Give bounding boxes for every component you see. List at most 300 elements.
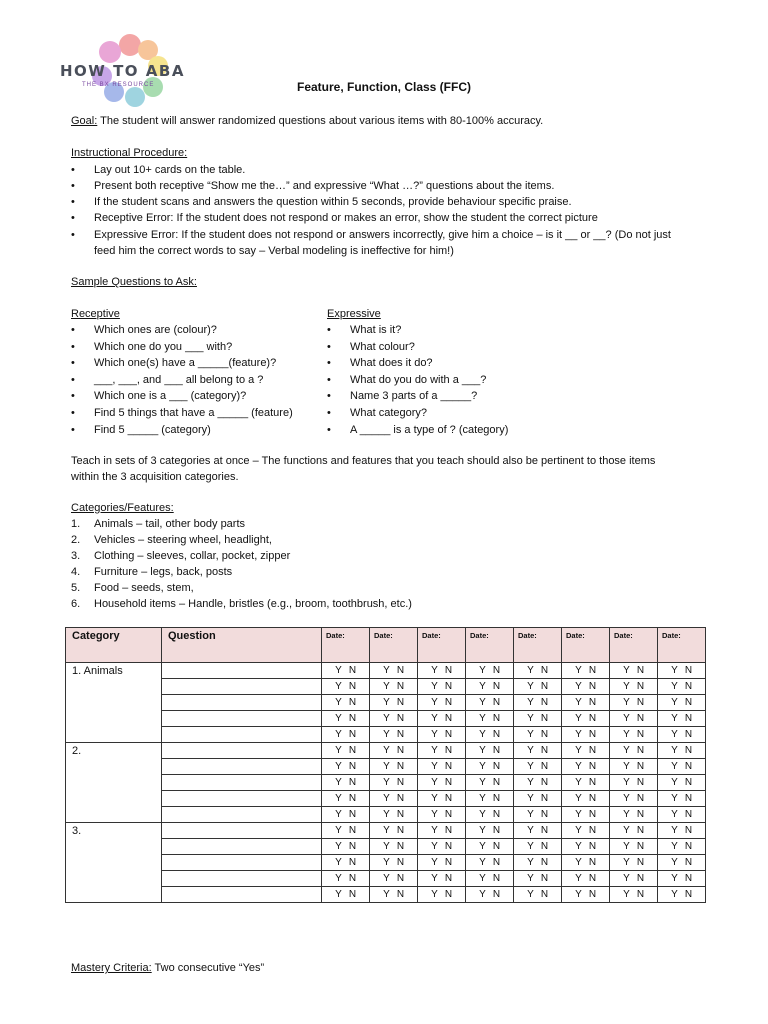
yes-option[interactable]: Y	[335, 729, 342, 740]
yes-option[interactable]: Y	[623, 777, 630, 788]
yes-option[interactable]: Y	[335, 825, 342, 836]
yes-option[interactable]: Y	[383, 857, 390, 868]
yes-no-cell[interactable]	[466, 775, 514, 791]
no-option[interactable]: N	[540, 809, 549, 820]
yes-option[interactable]: Y	[671, 889, 678, 900]
no-option[interactable]: N	[684, 713, 693, 724]
yes-no-cell[interactable]	[370, 663, 418, 679]
yes-option[interactable]: Y	[623, 825, 630, 836]
yes-no-cell[interactable]	[610, 823, 658, 839]
yes-no-cell[interactable]	[418, 695, 466, 711]
column-header-date[interactable]: Date:	[610, 628, 658, 663]
yes-option[interactable]: Y	[431, 809, 438, 820]
yes-no-cell[interactable]	[466, 839, 514, 855]
yes-no-cell[interactable]	[418, 775, 466, 791]
column-header-date[interactable]: Date:	[514, 628, 562, 663]
yes-no-cell[interactable]	[514, 695, 562, 711]
yes-option[interactable]: Y	[575, 697, 582, 708]
yes-no-cell[interactable]	[514, 759, 562, 775]
yes-no-cell[interactable]	[562, 871, 610, 887]
no-option[interactable]: N	[492, 697, 501, 708]
no-option[interactable]: N	[444, 713, 453, 724]
yes-no-cell[interactable]	[658, 855, 706, 871]
no-option[interactable]: N	[684, 697, 693, 708]
no-option[interactable]: N	[588, 713, 597, 724]
yes-no-cell[interactable]	[562, 807, 610, 823]
yes-option[interactable]: Y	[479, 841, 486, 852]
no-option[interactable]: N	[492, 729, 501, 740]
yes-option[interactable]: Y	[671, 873, 678, 884]
yes-option[interactable]: Y	[623, 793, 630, 804]
no-option[interactable]: N	[396, 873, 405, 884]
no-option[interactable]: N	[492, 793, 501, 804]
no-option[interactable]: N	[396, 665, 405, 676]
no-option[interactable]: N	[636, 777, 645, 788]
yes-no-cell[interactable]	[610, 855, 658, 871]
yes-option[interactable]: Y	[527, 681, 534, 692]
yes-option[interactable]: Y	[335, 841, 342, 852]
yes-no-cell[interactable]	[322, 663, 370, 679]
yes-no-cell[interactable]	[514, 743, 562, 759]
yes-option[interactable]: Y	[335, 857, 342, 868]
no-option[interactable]: N	[540, 713, 549, 724]
yes-no-cell[interactable]	[658, 887, 706, 903]
yes-no-cell[interactable]	[562, 855, 610, 871]
no-option[interactable]: N	[492, 825, 501, 836]
no-option[interactable]: N	[540, 857, 549, 868]
yes-option[interactable]: Y	[527, 665, 534, 676]
no-option[interactable]: N	[588, 777, 597, 788]
yes-no-cell[interactable]	[418, 711, 466, 727]
yes-no-cell[interactable]	[610, 679, 658, 695]
yes-no-cell[interactable]	[418, 807, 466, 823]
no-option[interactable]: N	[348, 665, 357, 676]
no-option[interactable]: N	[540, 729, 549, 740]
yes-option[interactable]: Y	[383, 793, 390, 804]
no-option[interactable]: N	[588, 841, 597, 852]
no-option[interactable]: N	[684, 873, 693, 884]
no-option[interactable]: N	[588, 793, 597, 804]
yes-option[interactable]: Y	[527, 857, 534, 868]
no-option[interactable]: N	[636, 729, 645, 740]
no-option[interactable]: N	[540, 681, 549, 692]
yes-option[interactable]: Y	[335, 793, 342, 804]
yes-option[interactable]: Y	[383, 729, 390, 740]
question-cell[interactable]	[162, 887, 322, 903]
no-option[interactable]: N	[444, 857, 453, 868]
yes-no-cell[interactable]	[466, 679, 514, 695]
yes-no-cell[interactable]	[514, 823, 562, 839]
yes-no-cell[interactable]	[370, 871, 418, 887]
question-cell[interactable]	[162, 839, 322, 855]
no-option[interactable]: N	[492, 873, 501, 884]
yes-option[interactable]: Y	[575, 857, 582, 868]
yes-no-cell[interactable]	[610, 711, 658, 727]
yes-no-cell[interactable]	[418, 663, 466, 679]
yes-no-cell[interactable]	[322, 743, 370, 759]
yes-option[interactable]: Y	[479, 697, 486, 708]
no-option[interactable]: N	[348, 889, 357, 900]
column-header-date[interactable]: Date:	[466, 628, 514, 663]
no-option[interactable]: N	[636, 841, 645, 852]
no-option[interactable]: N	[684, 761, 693, 772]
no-option[interactable]: N	[684, 681, 693, 692]
yes-option[interactable]: Y	[383, 697, 390, 708]
yes-option[interactable]: Y	[575, 841, 582, 852]
yes-option[interactable]: Y	[671, 697, 678, 708]
yes-no-cell[interactable]	[370, 791, 418, 807]
yes-option[interactable]: Y	[527, 713, 534, 724]
yes-no-cell[interactable]	[322, 775, 370, 791]
yes-no-cell[interactable]	[514, 727, 562, 743]
no-option[interactable]: N	[588, 809, 597, 820]
no-option[interactable]: N	[540, 665, 549, 676]
yes-option[interactable]: Y	[479, 873, 486, 884]
no-option[interactable]: N	[492, 713, 501, 724]
no-option[interactable]: N	[444, 761, 453, 772]
yes-no-cell[interactable]	[370, 727, 418, 743]
yes-no-cell[interactable]	[562, 759, 610, 775]
yes-option[interactable]: Y	[335, 665, 342, 676]
yes-option[interactable]: Y	[575, 745, 582, 756]
yes-option[interactable]: Y	[383, 713, 390, 724]
question-cell[interactable]	[162, 759, 322, 775]
yes-option[interactable]: Y	[527, 825, 534, 836]
yes-no-cell[interactable]	[418, 839, 466, 855]
yes-no-cell[interactable]	[514, 791, 562, 807]
yes-option[interactable]: Y	[623, 857, 630, 868]
yes-option[interactable]: Y	[479, 793, 486, 804]
yes-option[interactable]: Y	[671, 793, 678, 804]
yes-option[interactable]: Y	[335, 809, 342, 820]
yes-no-cell[interactable]	[610, 695, 658, 711]
no-option[interactable]: N	[588, 745, 597, 756]
no-option[interactable]: N	[636, 697, 645, 708]
yes-no-cell[interactable]	[514, 871, 562, 887]
no-option[interactable]: N	[492, 889, 501, 900]
category-cell[interactable]: 1. Animals	[66, 663, 162, 743]
yes-no-cell[interactable]	[658, 775, 706, 791]
yes-no-cell[interactable]	[514, 663, 562, 679]
no-option[interactable]: N	[348, 857, 357, 868]
no-option[interactable]: N	[636, 889, 645, 900]
yes-option[interactable]: Y	[527, 841, 534, 852]
no-option[interactable]: N	[588, 873, 597, 884]
yes-option[interactable]: Y	[671, 681, 678, 692]
column-header-date[interactable]: Date:	[418, 628, 466, 663]
yes-no-cell[interactable]	[418, 679, 466, 695]
no-option[interactable]: N	[492, 809, 501, 820]
no-option[interactable]: N	[396, 745, 405, 756]
no-option[interactable]: N	[684, 825, 693, 836]
no-option[interactable]: N	[444, 729, 453, 740]
yes-no-cell[interactable]	[562, 823, 610, 839]
yes-option[interactable]: Y	[383, 841, 390, 852]
no-option[interactable]: N	[588, 681, 597, 692]
yes-option[interactable]: Y	[479, 745, 486, 756]
yes-option[interactable]: Y	[575, 793, 582, 804]
no-option[interactable]: N	[444, 745, 453, 756]
yes-option[interactable]: Y	[479, 809, 486, 820]
question-cell[interactable]	[162, 791, 322, 807]
yes-option[interactable]: Y	[527, 889, 534, 900]
no-option[interactable]: N	[348, 809, 357, 820]
yes-option[interactable]: Y	[623, 681, 630, 692]
yes-no-cell[interactable]	[322, 711, 370, 727]
yes-option[interactable]: Y	[335, 873, 342, 884]
no-option[interactable]: N	[492, 745, 501, 756]
no-option[interactable]: N	[684, 729, 693, 740]
yes-no-cell[interactable]	[562, 663, 610, 679]
yes-option[interactable]: Y	[431, 761, 438, 772]
yes-option[interactable]: Y	[335, 713, 342, 724]
yes-option[interactable]: Y	[527, 729, 534, 740]
yes-option[interactable]: Y	[623, 665, 630, 676]
yes-option[interactable]: Y	[575, 681, 582, 692]
question-cell[interactable]	[162, 663, 322, 679]
yes-option[interactable]: Y	[623, 841, 630, 852]
yes-no-cell[interactable]	[658, 807, 706, 823]
no-option[interactable]: N	[636, 745, 645, 756]
yes-no-cell[interactable]	[514, 807, 562, 823]
no-option[interactable]: N	[396, 793, 405, 804]
yes-option[interactable]: Y	[479, 857, 486, 868]
yes-no-cell[interactable]	[610, 727, 658, 743]
yes-no-cell[interactable]	[466, 743, 514, 759]
no-option[interactable]: N	[636, 793, 645, 804]
question-cell[interactable]	[162, 679, 322, 695]
yes-no-cell[interactable]	[610, 743, 658, 759]
no-option[interactable]: N	[348, 729, 357, 740]
yes-option[interactable]: Y	[383, 745, 390, 756]
yes-no-cell[interactable]	[370, 695, 418, 711]
no-option[interactable]: N	[684, 809, 693, 820]
no-option[interactable]: N	[396, 729, 405, 740]
no-option[interactable]: N	[396, 761, 405, 772]
no-option[interactable]: N	[636, 681, 645, 692]
yes-option[interactable]: Y	[527, 777, 534, 788]
yes-option[interactable]: Y	[575, 873, 582, 884]
yes-option[interactable]: Y	[335, 889, 342, 900]
yes-no-cell[interactable]	[658, 695, 706, 711]
yes-no-cell[interactable]	[466, 727, 514, 743]
yes-option[interactable]: Y	[575, 825, 582, 836]
no-option[interactable]: N	[540, 873, 549, 884]
yes-option[interactable]: Y	[575, 889, 582, 900]
yes-option[interactable]: Y	[671, 665, 678, 676]
no-option[interactable]: N	[492, 841, 501, 852]
yes-no-cell[interactable]	[658, 679, 706, 695]
yes-no-cell[interactable]	[466, 695, 514, 711]
yes-option[interactable]: Y	[671, 745, 678, 756]
yes-option[interactable]: Y	[383, 825, 390, 836]
yes-option[interactable]: Y	[575, 809, 582, 820]
yes-no-cell[interactable]	[418, 823, 466, 839]
yes-option[interactable]: Y	[575, 777, 582, 788]
yes-option[interactable]: Y	[575, 729, 582, 740]
yes-option[interactable]: Y	[671, 729, 678, 740]
yes-option[interactable]: Y	[623, 809, 630, 820]
yes-option[interactable]: Y	[527, 745, 534, 756]
yes-no-cell[interactable]	[370, 679, 418, 695]
yes-option[interactable]: Y	[623, 889, 630, 900]
yes-no-cell[interactable]	[418, 727, 466, 743]
no-option[interactable]: N	[396, 825, 405, 836]
no-option[interactable]: N	[588, 761, 597, 772]
column-header-date[interactable]: Date:	[322, 628, 370, 663]
no-option[interactable]: N	[348, 793, 357, 804]
yes-no-cell[interactable]	[562, 695, 610, 711]
yes-no-cell[interactable]	[466, 711, 514, 727]
yes-no-cell[interactable]	[322, 839, 370, 855]
no-option[interactable]: N	[684, 889, 693, 900]
yes-no-cell[interactable]	[514, 855, 562, 871]
yes-option[interactable]: Y	[431, 825, 438, 836]
yes-option[interactable]: Y	[527, 793, 534, 804]
yes-option[interactable]: Y	[575, 665, 582, 676]
yes-no-cell[interactable]	[322, 871, 370, 887]
yes-option[interactable]: Y	[479, 681, 486, 692]
no-option[interactable]: N	[396, 889, 405, 900]
no-option[interactable]: N	[492, 665, 501, 676]
yes-option[interactable]: Y	[671, 809, 678, 820]
yes-option[interactable]: Y	[431, 665, 438, 676]
yes-no-cell[interactable]	[322, 807, 370, 823]
yes-option[interactable]: Y	[623, 729, 630, 740]
no-option[interactable]: N	[492, 777, 501, 788]
no-option[interactable]: N	[348, 745, 357, 756]
yes-no-cell[interactable]	[610, 759, 658, 775]
yes-no-cell[interactable]	[418, 791, 466, 807]
yes-no-cell[interactable]	[418, 743, 466, 759]
yes-no-cell[interactable]	[322, 679, 370, 695]
yes-no-cell[interactable]	[370, 855, 418, 871]
no-option[interactable]: N	[444, 825, 453, 836]
yes-option[interactable]: Y	[431, 697, 438, 708]
no-option[interactable]: N	[588, 697, 597, 708]
yes-no-cell[interactable]	[658, 727, 706, 743]
yes-no-cell[interactable]	[322, 759, 370, 775]
no-option[interactable]: N	[540, 841, 549, 852]
no-option[interactable]: N	[636, 713, 645, 724]
yes-option[interactable]: Y	[527, 697, 534, 708]
no-option[interactable]: N	[444, 873, 453, 884]
yes-no-cell[interactable]	[658, 823, 706, 839]
no-option[interactable]: N	[636, 873, 645, 884]
yes-no-cell[interactable]	[610, 839, 658, 855]
yes-no-cell[interactable]	[418, 855, 466, 871]
yes-option[interactable]: Y	[623, 697, 630, 708]
no-option[interactable]: N	[540, 825, 549, 836]
yes-option[interactable]: Y	[335, 745, 342, 756]
yes-no-cell[interactable]	[562, 711, 610, 727]
yes-option[interactable]: Y	[383, 809, 390, 820]
column-header-date[interactable]: Date:	[562, 628, 610, 663]
yes-option[interactable]: Y	[479, 777, 486, 788]
no-option[interactable]: N	[348, 825, 357, 836]
yes-no-cell[interactable]	[322, 695, 370, 711]
yes-option[interactable]: Y	[431, 777, 438, 788]
no-option[interactable]: N	[684, 745, 693, 756]
no-option[interactable]: N	[636, 857, 645, 868]
yes-option[interactable]: Y	[671, 841, 678, 852]
no-option[interactable]: N	[588, 825, 597, 836]
no-option[interactable]: N	[396, 681, 405, 692]
yes-no-cell[interactable]	[514, 679, 562, 695]
question-cell[interactable]	[162, 871, 322, 887]
no-option[interactable]: N	[348, 777, 357, 788]
question-cell[interactable]	[162, 823, 322, 839]
yes-no-cell[interactable]	[610, 807, 658, 823]
yes-no-cell[interactable]	[610, 775, 658, 791]
no-option[interactable]: N	[348, 873, 357, 884]
no-option[interactable]: N	[348, 841, 357, 852]
yes-no-cell[interactable]	[418, 887, 466, 903]
yes-option[interactable]: Y	[527, 809, 534, 820]
no-option[interactable]: N	[396, 857, 405, 868]
yes-no-cell[interactable]	[514, 711, 562, 727]
no-option[interactable]: N	[588, 857, 597, 868]
yes-no-cell[interactable]	[658, 791, 706, 807]
no-option[interactable]: N	[444, 665, 453, 676]
no-option[interactable]: N	[396, 777, 405, 788]
yes-no-cell[interactable]	[466, 663, 514, 679]
yes-no-cell[interactable]	[370, 887, 418, 903]
yes-option[interactable]: Y	[479, 889, 486, 900]
no-option[interactable]: N	[444, 809, 453, 820]
no-option[interactable]: N	[588, 729, 597, 740]
yes-option[interactable]: Y	[431, 713, 438, 724]
yes-no-cell[interactable]	[370, 711, 418, 727]
yes-no-cell[interactable]	[658, 743, 706, 759]
yes-option[interactable]: Y	[623, 873, 630, 884]
yes-option[interactable]: Y	[527, 761, 534, 772]
yes-no-cell[interactable]	[370, 759, 418, 775]
yes-no-cell[interactable]	[562, 839, 610, 855]
yes-option[interactable]: Y	[335, 777, 342, 788]
yes-no-cell[interactable]	[610, 791, 658, 807]
yes-option[interactable]: Y	[383, 665, 390, 676]
yes-no-cell[interactable]	[658, 663, 706, 679]
yes-no-cell[interactable]	[370, 743, 418, 759]
category-cell[interactable]: 2.	[66, 743, 162, 823]
no-option[interactable]: N	[588, 889, 597, 900]
yes-option[interactable]: Y	[479, 761, 486, 772]
yes-no-cell[interactable]	[562, 743, 610, 759]
yes-option[interactable]: Y	[431, 841, 438, 852]
yes-option[interactable]: Y	[383, 889, 390, 900]
column-header-date[interactable]: Date:	[658, 628, 706, 663]
yes-option[interactable]: Y	[527, 873, 534, 884]
yes-option[interactable]: Y	[383, 681, 390, 692]
no-option[interactable]: N	[348, 761, 357, 772]
yes-no-cell[interactable]	[322, 887, 370, 903]
yes-option[interactable]: Y	[431, 745, 438, 756]
question-cell[interactable]	[162, 775, 322, 791]
no-option[interactable]: N	[444, 889, 453, 900]
yes-option[interactable]: Y	[431, 873, 438, 884]
yes-option[interactable]: Y	[335, 761, 342, 772]
no-option[interactable]: N	[684, 793, 693, 804]
yes-option[interactable]: Y	[431, 729, 438, 740]
yes-option[interactable]: Y	[431, 681, 438, 692]
yes-no-cell[interactable]	[514, 839, 562, 855]
no-option[interactable]: N	[588, 665, 597, 676]
no-option[interactable]: N	[444, 697, 453, 708]
category-cell[interactable]: 3.	[66, 823, 162, 903]
yes-no-cell[interactable]	[562, 775, 610, 791]
no-option[interactable]: N	[444, 777, 453, 788]
